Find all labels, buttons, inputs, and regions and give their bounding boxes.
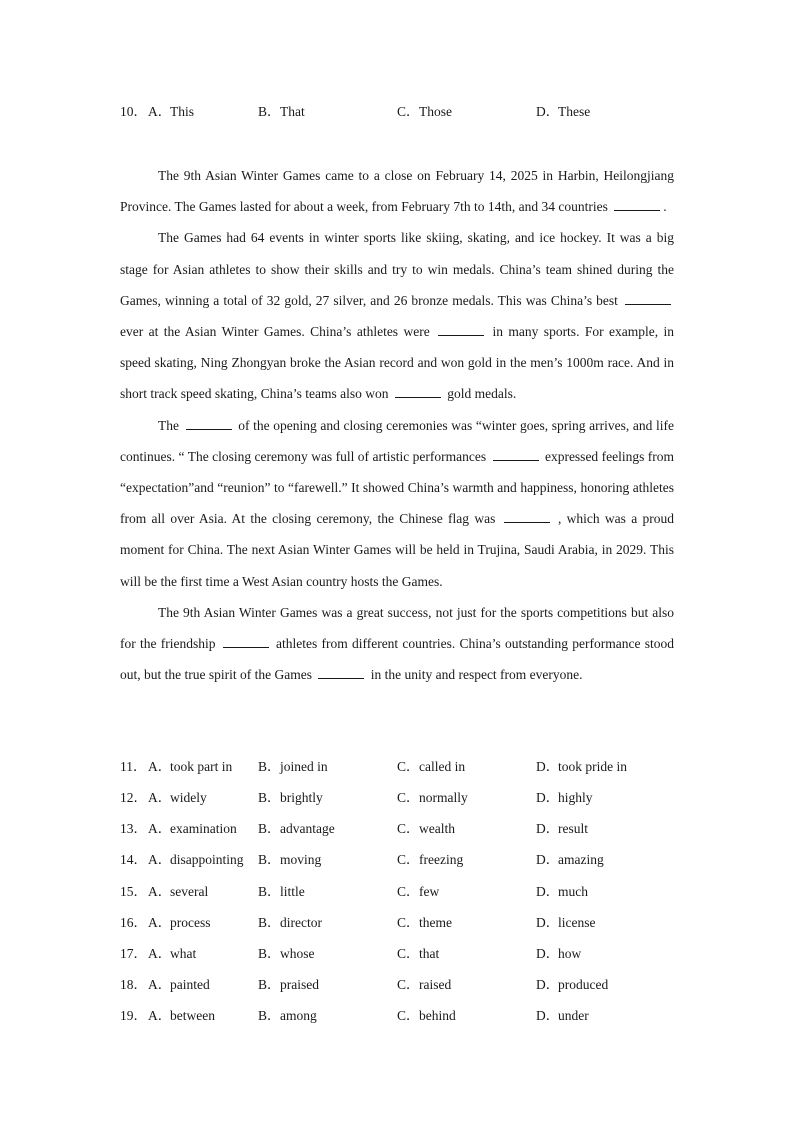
option-text: much (558, 884, 588, 899)
option-text: widely (170, 790, 207, 805)
question-number: 18． (120, 977, 147, 992)
option-letter: B． (258, 977, 281, 992)
option-letter: D． (536, 946, 560, 961)
question-row (120, 882, 680, 902)
option-text: behind (419, 1008, 456, 1023)
option-letter: A． (148, 977, 172, 992)
option-c[interactable] (397, 975, 451, 995)
option-text: took pride in (558, 759, 627, 774)
option-text: disappointing (170, 852, 244, 867)
option-letter: D． (536, 821, 560, 836)
option-b[interactable] (258, 102, 305, 122)
option-text: These (558, 104, 591, 119)
answer-blank (223, 635, 269, 648)
passage-text: The 9th Asian Winter Games came to a close on February 14, 2025 in Harbin, Heilongjiang Province. The Games lasted for about a week, from February 7th to 14th, and 34 countries (120, 168, 674, 215)
option-letter: D． (536, 977, 560, 992)
option-text: whose (280, 946, 315, 961)
option-c[interactable] (397, 882, 439, 902)
question-number: 12． (120, 790, 147, 805)
option-d[interactable] (536, 1006, 589, 1026)
option-letter: A． (148, 790, 172, 805)
option-text: normally (419, 790, 468, 805)
option-letter: B． (258, 790, 281, 805)
passage-text: The 9th Asian Winter Games was a great success, not just for the sports competitions but also for the friendship (120, 604, 674, 652)
option-letter: A． (148, 884, 172, 899)
passage-text: , which was a proud moment for China. The next Asian Winter Games will be held in Trujina, Saudi Arabia, in 2029. This will be the first time a West Asian country hosts the Games. (120, 511, 675, 589)
option-d[interactable] (536, 913, 595, 933)
option-a[interactable] (148, 819, 237, 839)
option-text: highly (558, 790, 593, 805)
answer-blank (438, 323, 484, 336)
passage-text: ever at the Asian Winter Games. China’s athletes were (120, 324, 430, 340)
option-letter: A． (148, 915, 172, 930)
passage-paragraph-2 (120, 222, 674, 409)
option-a[interactable] (148, 788, 207, 808)
option-letter: D． (536, 884, 560, 899)
question-number: 11． (120, 759, 147, 774)
passage-text: athletes from different countries. China’s outstanding performance stood out, but the true spirit of the Games (120, 636, 674, 683)
option-text: process (170, 915, 211, 930)
option-text: freezing (419, 852, 464, 867)
option-text: examination (170, 821, 237, 836)
option-text: Those (419, 104, 452, 119)
option-letter: D． (536, 104, 560, 119)
option-text: that (419, 946, 440, 961)
option-d[interactable] (536, 882, 588, 902)
option-letter: B． (258, 915, 281, 930)
option-letter: D． (536, 790, 560, 805)
option-letter: D． (536, 915, 560, 930)
option-letter: B． (258, 946, 281, 961)
question-10-row (120, 102, 680, 122)
option-letter: A． (148, 759, 172, 774)
passage-text: expressed feelings from “expectation”and “reunion” to “farewell.” It showed China’s warmth and happiness, honoring athletes from all over Asia. At the closing ceremony, the Chinese flag was (120, 448, 675, 527)
option-text: joined in (280, 759, 328, 774)
option-b[interactable] (258, 975, 319, 995)
passage-paragraph-3 (120, 410, 674, 597)
option-c[interactable] (397, 102, 452, 122)
question-row (120, 788, 680, 808)
option-a[interactable] (148, 913, 211, 933)
option-a[interactable] (148, 102, 194, 122)
option-d[interactable] (536, 850, 604, 870)
option-text: license (558, 915, 596, 930)
option-letter: A． (148, 821, 172, 836)
reading-passage (120, 160, 674, 690)
answer-blank (614, 198, 660, 211)
option-text: moving (280, 852, 322, 867)
option-letter: A． (148, 946, 172, 961)
option-b[interactable] (258, 913, 322, 933)
question-row (120, 757, 680, 777)
option-c[interactable] (397, 850, 463, 870)
option-letter: A． (148, 1008, 172, 1023)
option-text: produced (558, 977, 609, 992)
option-letter: C． (397, 1008, 420, 1023)
option-text: took part in (170, 759, 233, 774)
question-row (120, 819, 680, 839)
option-a[interactable] (148, 757, 232, 777)
passage-text: gold medals. (447, 386, 517, 402)
answer-blank (625, 292, 671, 305)
option-text: advantage (280, 821, 335, 836)
option-d[interactable] (536, 975, 608, 995)
option-letter: C． (397, 977, 420, 992)
option-d[interactable] (536, 102, 590, 122)
question-row (120, 944, 680, 964)
option-text: brightly (280, 790, 323, 805)
option-text: several (170, 884, 209, 899)
option-c[interactable] (397, 1006, 456, 1026)
option-a[interactable] (148, 944, 196, 964)
option-letter: C． (397, 946, 420, 961)
option-text: That (280, 104, 305, 119)
option-d[interactable] (536, 788, 593, 808)
question-number: 19． (120, 1008, 147, 1023)
option-text: amazing (558, 852, 604, 867)
option-letter: B． (258, 759, 281, 774)
option-text: raised (419, 977, 452, 992)
option-letter: D． (536, 759, 560, 774)
option-a[interactable] (148, 1006, 215, 1026)
question-number: 10． (120, 104, 147, 119)
option-letter: C． (397, 790, 420, 805)
option-d[interactable] (536, 944, 581, 964)
passage-text: The Games had 64 events in winter sports like skiing, skating, and ice hockey. It was a big stage for Asian athletes to show their skills and try to win medals. China’s team shined during the Games, winning a total of 32 gold, 27 silver, and 26 bronze medals. This was China’s best (120, 230, 674, 308)
answer-blank (493, 448, 539, 461)
option-letter: D． (536, 852, 560, 867)
option-b[interactable] (258, 850, 321, 870)
option-c[interactable] (397, 944, 439, 964)
option-letter: A． (148, 852, 172, 867)
question-number: 17． (120, 946, 147, 961)
option-letter: B． (258, 104, 281, 119)
option-b[interactable] (258, 882, 305, 902)
option-text: under (558, 1008, 589, 1023)
option-text: what (170, 946, 197, 961)
option-text: painted (170, 977, 210, 992)
option-letter: B． (258, 821, 281, 836)
option-d[interactable] (536, 757, 627, 777)
passage-text: The (158, 417, 179, 433)
option-c[interactable] (397, 913, 452, 933)
answer-blank (395, 385, 441, 398)
answer-blank (186, 417, 232, 430)
passage-text: of the opening and closing ceremonies was “winter goes, spring arrives, and life continues. “ The closing ceremony was full of artistic performances (120, 417, 675, 464)
option-d[interactable] (536, 819, 588, 839)
option-a[interactable] (148, 975, 210, 995)
question-row (120, 913, 680, 933)
option-letter: C． (397, 104, 420, 119)
option-letter: B． (258, 884, 281, 899)
option-text: theme (419, 915, 452, 930)
passage-paragraph-1 (120, 160, 674, 222)
option-c[interactable] (397, 788, 468, 808)
option-b[interactable] (258, 788, 323, 808)
passage-text: in many sports. For example, in speed skating, Ning Zhongyan broke the Asian record and won gold in the men’s 1000m race. And in short track speed skating, China’s teams also won (120, 324, 674, 402)
option-text: between (170, 1008, 215, 1023)
option-c[interactable] (397, 757, 465, 777)
option-text: praised (280, 977, 319, 992)
option-letter: C． (397, 759, 420, 774)
option-text: director (280, 915, 322, 930)
option-text: wealth (419, 821, 455, 836)
option-letter: A． (148, 104, 172, 119)
question-row (120, 975, 680, 995)
option-letter: C． (397, 884, 420, 899)
option-text: This (170, 104, 195, 119)
answer-blank (504, 510, 550, 523)
option-text: result (558, 821, 588, 836)
passage-paragraph-4 (120, 597, 674, 691)
question-number: 15． (120, 884, 147, 899)
question-number: 14． (120, 852, 147, 867)
option-text: called in (419, 759, 466, 774)
answer-blank (318, 666, 364, 679)
option-a[interactable] (148, 850, 244, 870)
option-letter: B． (258, 1008, 281, 1023)
option-letter: C． (397, 821, 420, 836)
option-c[interactable] (397, 819, 455, 839)
option-b[interactable] (258, 819, 335, 839)
option-text: how (558, 946, 582, 961)
option-letter: D． (536, 1008, 560, 1023)
question-number: 16． (120, 915, 147, 930)
option-letter: C． (397, 852, 420, 867)
option-b[interactable] (258, 944, 315, 964)
option-text: little (280, 884, 305, 899)
question-row (120, 850, 680, 870)
option-b[interactable] (258, 757, 328, 777)
option-a[interactable] (148, 882, 208, 902)
option-b[interactable] (258, 1006, 317, 1026)
passage-text: in the unity and respect from everyone. (370, 667, 583, 683)
option-text: among (280, 1008, 317, 1023)
option-text: few (419, 884, 440, 899)
option-letter: C． (397, 915, 420, 930)
passage-text: . (663, 199, 667, 215)
question-number: 13． (120, 821, 147, 836)
option-letter: B． (258, 852, 281, 867)
question-row (120, 1006, 680, 1026)
